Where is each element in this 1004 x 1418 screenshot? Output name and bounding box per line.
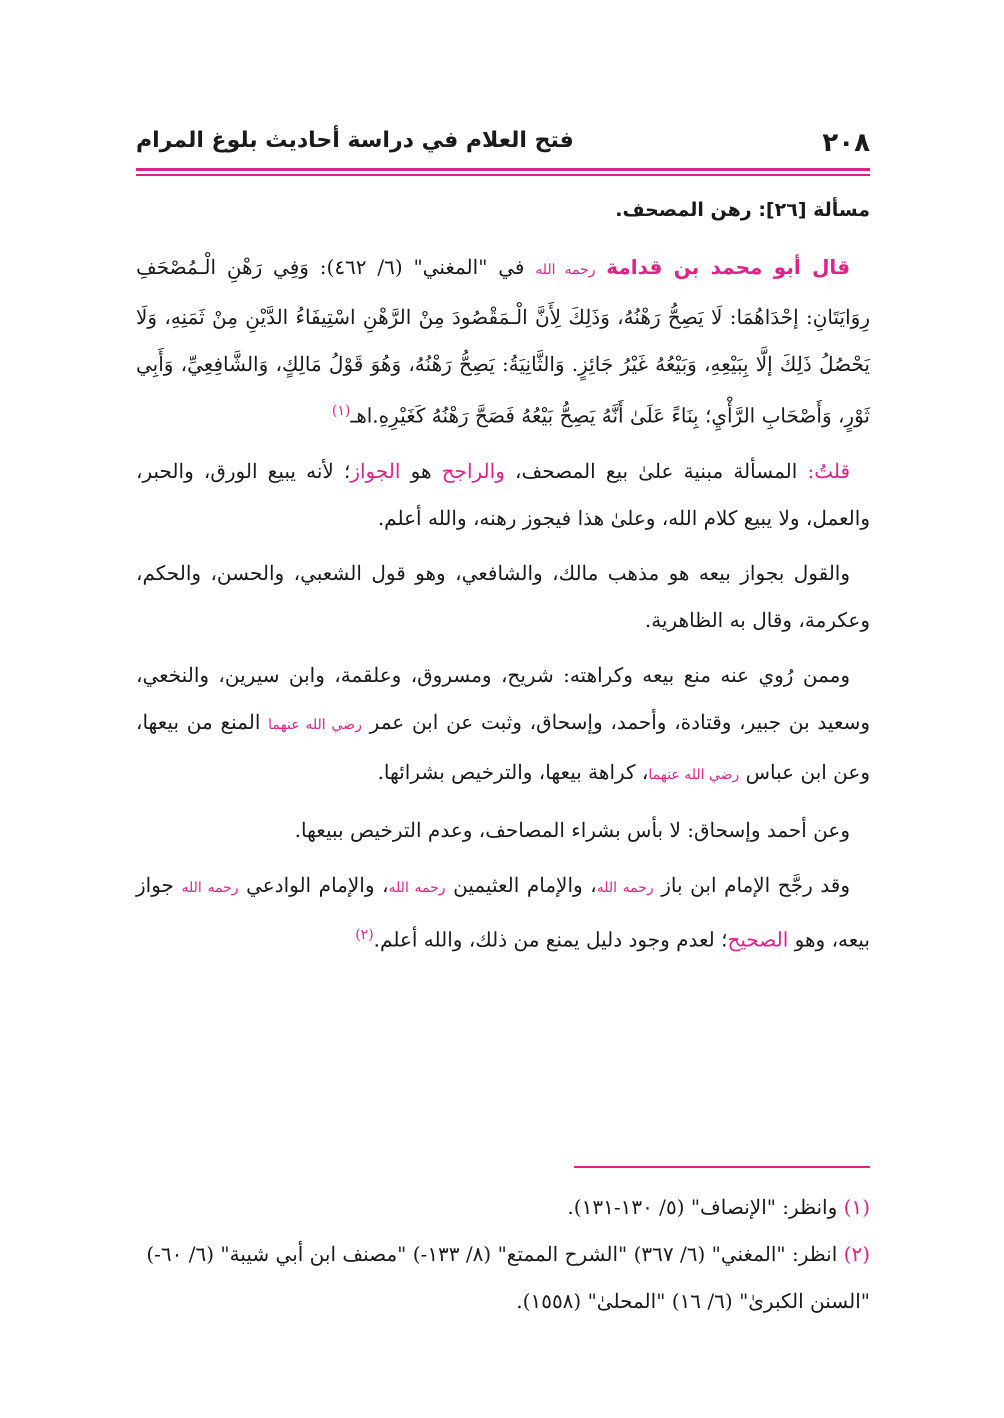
honorific-glyph: رحمه الله (596, 879, 654, 896)
qultu-lead: قلتُ: (807, 458, 851, 483)
forbidders-text: وممن رُوي عنه منع بيعه وكراهته: شريح، ومسروق، وعلقمة، وابن سيرين، والنخعي، وسعيد بن جبير، وقتادة، وأحمد، وإسحاق، وثبت عن ابن عمر (136, 662, 871, 734)
conclusion-text: ؛ لعدم وجود دليل يمنع من ذلك، والله أعلم. (373, 927, 728, 952)
footnote-number: (٢) (843, 1242, 870, 1266)
header-rule-thin (136, 174, 870, 176)
honorific-glyph: رضي الله عنهما (268, 716, 362, 733)
paragraph-ahmad: وعن أحمد وإسحاق: لا بأس بشراء المصاحف، وعدم الترخيص ببيعها. (294, 817, 850, 842)
quote-citation: في "المغني" (٦/ ٤٦٢): (319, 255, 525, 279)
paragraph-conclusion (136, 862, 870, 964)
conclusion-text: جواز بيعه، وهو (136, 872, 870, 952)
forbidders-text: المنع من بيعها، وعن ابن عباس (136, 709, 870, 784)
footnote-item (136, 1231, 870, 1325)
footnote-ref-1[interactable]: (١) (331, 403, 351, 419)
quote-text: وَفِي رَهْنِ الْـمُصْحَفِ رِوَايَتَانِ: إحْدَاهُمَا: لَا يَصِحُّ رَهْنُهُ، وَذَلِكَ لِأَنَّ الْـمَقْصُودَ مِنْ الرَّهْنِ اسْتِيفَاءُ الدَّيْنِ مِنْ ثَمَنِهِ، وَلَا يَحْصُلُ ذَلِكَ إلَّا بِبَيْعِهِ، وَبَيْعُهُ غَيْرُ جَائِزٍ. وَالثَّانِيَةُ: يَصِحُّ رَهْنُهُ، وَهُوَ قَوْلُ مَالِكٍ، وَالشَّافِعِيِّ، وَأَبِي ثَوْرٍ، وَأَصْحَابِ الرَّأْيِ؛ بِنَاءً عَلَىٰ أَنَّهُ يَصِحُّ بَيْعُهُ فَصَحَّ رَهْنُهُ كَغَيْرِهِ.اهـ (136, 255, 870, 428)
paragraph-forbidders (136, 652, 870, 799)
page-number: ٢٠٨ (822, 128, 870, 158)
rajih-label: والراجح (441, 458, 505, 483)
honorific-glyph: رضي الله عنهما (648, 766, 740, 783)
paragraph-opinion (136, 448, 870, 542)
forbidders-text: ، كراهة بيعها، والترخيص بشرائها. (377, 759, 649, 784)
footnote-item (136, 1184, 870, 1231)
conclusion-text: ، والإمام الوادعي (246, 872, 389, 897)
honorific-glyph: رحمه الله (181, 879, 239, 896)
footnote-text: وانظر: "الإنصاف" (٥/ ١٣٠-١٣١). (567, 1195, 838, 1219)
footnote-ref-2[interactable]: (٢) (355, 926, 374, 943)
sahih-label: الصحيح (727, 927, 789, 952)
conclusion-text: ، والإمام العثيمين (453, 872, 597, 897)
footnote-text: انظر: "المغني" (٦/ ٣٦٧) "الشرح الممتع" (٨/ ١٣٣-) "مصنف ابن أبي شيبة" (٦/ ٦٠-) "السنن الكبرىٰ" (٦/ ١٦) "المحلىٰ" (١٥٥٨). (146, 1242, 870, 1313)
conclusion-text: وقد رجَّح الإمام ابن باز (661, 872, 851, 897)
footnote-number: (١) (843, 1195, 870, 1219)
opinion-text: المسألة مبنية علىٰ بيع المصحف، (515, 458, 798, 483)
page-body (136, 190, 870, 971)
opinion-text: ؛ لأنه يبيع الورق، والحبر، والعمل، ولا يبيع كلام الله، وعلىٰ هذا فيجوز رهنه، والله أعلم. (136, 458, 870, 530)
header-rule-thick (136, 168, 870, 171)
running-header (136, 128, 870, 162)
section-heading: مسألة [٢٦]: رهن المصحف. (615, 199, 870, 221)
book-title: فتح العلام في دراسة أحاديث بلوغ المرام (136, 128, 574, 153)
footnotes (136, 1184, 870, 1325)
jawaz-label: الجواز (350, 458, 401, 483)
quote-author: قال أبو محمد بن قدامة (606, 255, 851, 279)
paragraph-permitters: والقول بجواز بيعه هو مذهب مالك، والشافعي، وهو قول الشعبي، والحسن، والحكم، وعكرمة، وقال به الظاهرية. (136, 560, 870, 632)
honorific-glyph: رحمه الله (535, 262, 596, 278)
paragraph-quote (136, 244, 870, 440)
footnote-separator (574, 1166, 870, 1168)
opinion-text: هو (410, 458, 432, 483)
honorific-glyph: رحمه الله (388, 879, 446, 896)
